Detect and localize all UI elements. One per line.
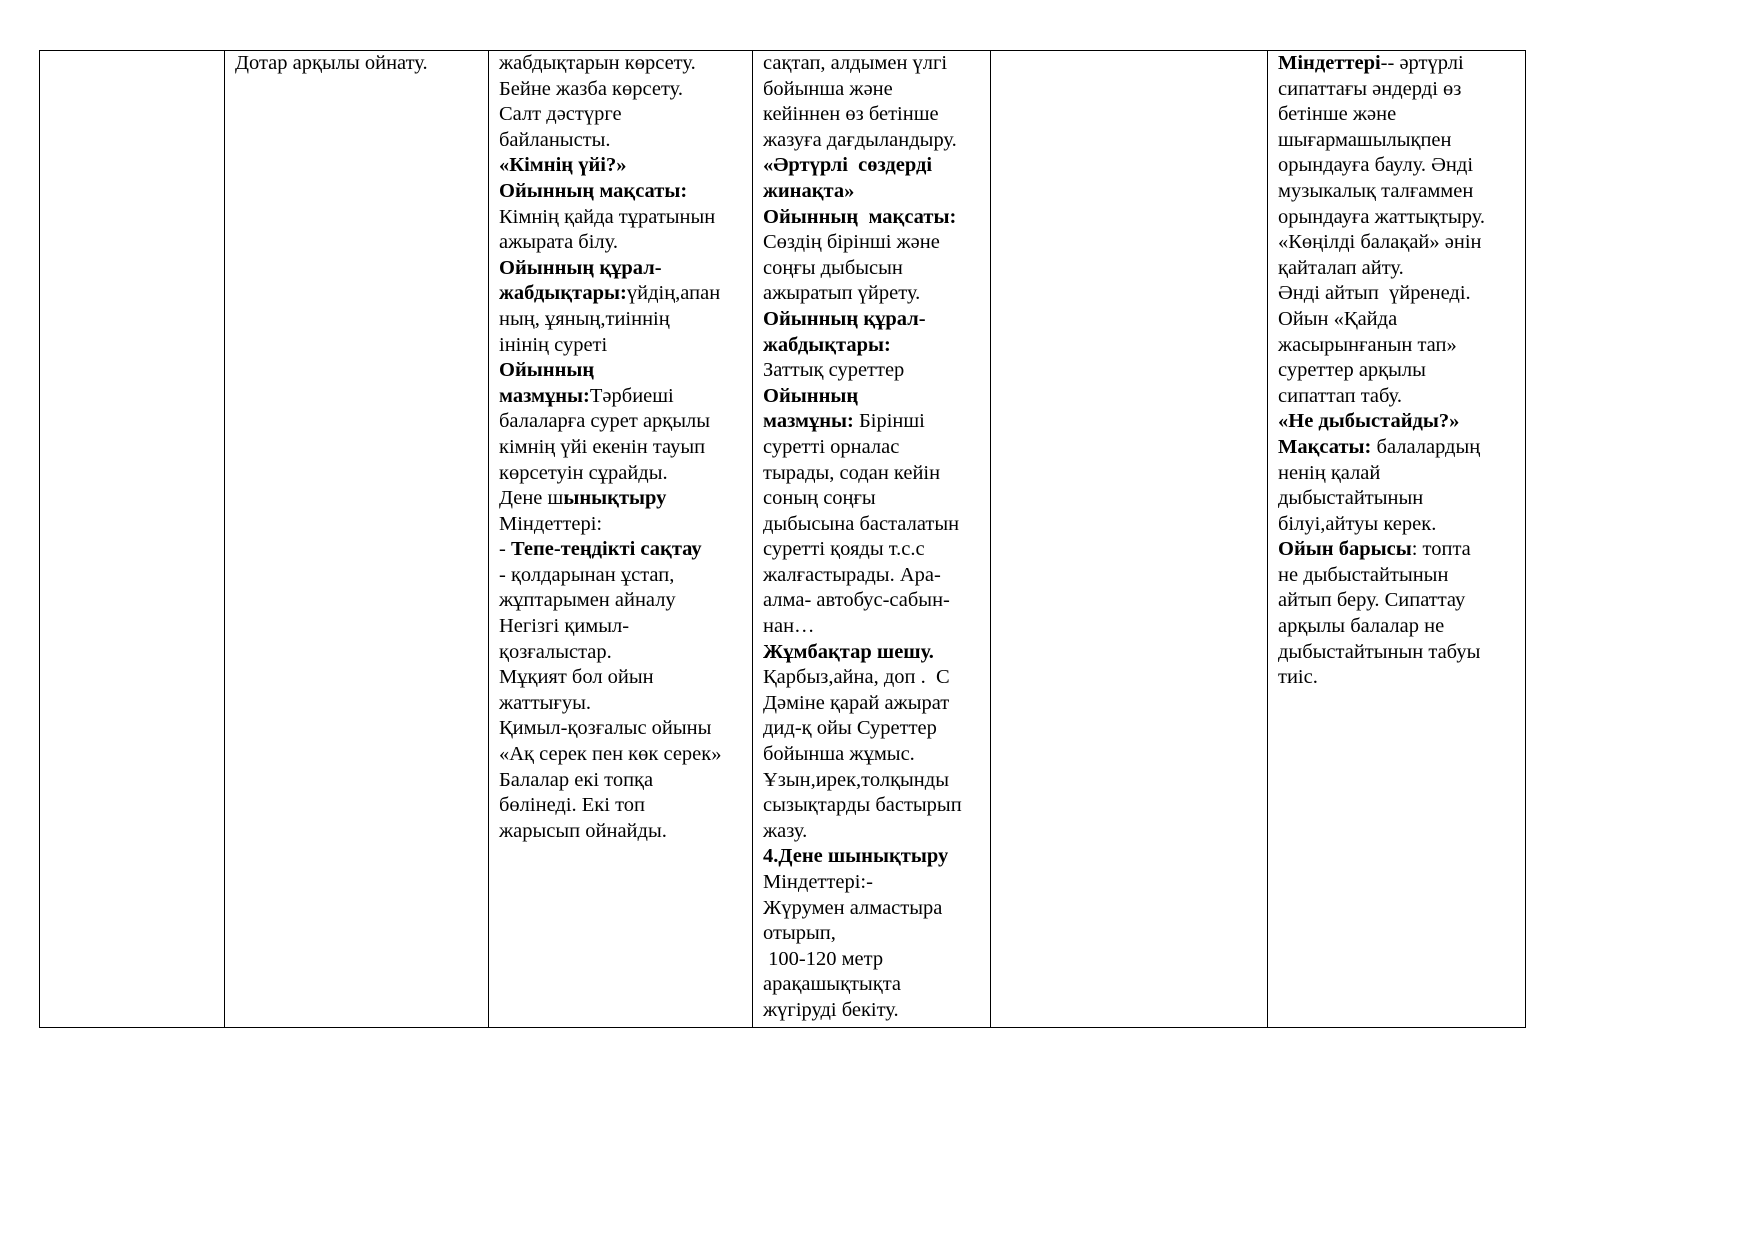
text-run: інінің суреті xyxy=(499,333,608,356)
text-run: дид-қ ойы Суреттер xyxy=(763,717,937,740)
text-line xyxy=(763,384,990,410)
text-line xyxy=(763,153,990,179)
text-run: бойынша және xyxy=(763,77,893,100)
text-line xyxy=(499,537,752,563)
text-line xyxy=(1278,77,1525,103)
text-run: байланысты. xyxy=(499,128,611,151)
text-run: Сөздің бірінші және xyxy=(763,231,940,254)
text-line xyxy=(763,665,990,691)
text-line xyxy=(763,691,990,717)
text-run: суретті орналас xyxy=(763,435,900,458)
text-run: жазуға дағдыландыру. xyxy=(763,128,957,151)
text-run: Салт дәстүрге xyxy=(499,103,622,126)
text-line xyxy=(1278,51,1525,77)
text-line xyxy=(1278,307,1525,333)
text-line xyxy=(499,205,752,231)
text-run: ажыратып үйрету. xyxy=(763,282,921,305)
text-line xyxy=(763,230,990,256)
text-line xyxy=(499,614,752,640)
text-run: орындауға баулу. Әнді xyxy=(1278,154,1474,177)
text-run: орындауға жаттықтыру. xyxy=(1278,205,1486,228)
text-run: 100-120 метр xyxy=(763,947,884,970)
text-line xyxy=(499,512,752,538)
text-line xyxy=(763,537,990,563)
text-line xyxy=(499,691,752,717)
text-line xyxy=(763,793,990,819)
text-run: сызықтарды бастырып xyxy=(763,794,962,817)
text-line xyxy=(499,77,752,103)
text-line xyxy=(1278,563,1525,589)
cell-col3 xyxy=(489,51,753,1028)
text-run: кейіннен өз бетінше xyxy=(763,103,939,126)
bold-text-run: мазмұны: xyxy=(499,384,590,407)
text-run: жазу. xyxy=(763,819,808,842)
text-run: -- әртүрлі xyxy=(1380,52,1464,74)
text-run: алма- автобус-сабын- xyxy=(763,589,950,612)
text-run: Міндеттері:- xyxy=(763,871,873,893)
text-run: дыбыстайтынын xyxy=(1278,487,1424,510)
bold-text-run: «Кімнің үйі?» xyxy=(499,154,627,177)
text-line xyxy=(499,486,752,512)
text-line xyxy=(763,486,990,512)
text-run: сақтап, алдымен үлгі xyxy=(763,52,948,74)
cell-col5 xyxy=(991,51,1268,1028)
lesson-plan-table xyxy=(39,50,1526,1028)
text-line xyxy=(499,256,752,282)
text-run: Әнді айтып үйренеді. xyxy=(1278,282,1471,305)
text-line xyxy=(763,588,990,614)
text-run: Кімнің қайда тұратынын xyxy=(499,205,716,228)
text-line xyxy=(499,742,752,768)
text-run: Мұқият бол ойын xyxy=(499,666,654,689)
text-line xyxy=(1278,128,1525,154)
text-run: қозғалыстар. xyxy=(499,640,612,663)
text-line xyxy=(763,640,990,666)
text-run: жабдықтарын көрсету. xyxy=(499,52,696,74)
text-line xyxy=(1278,537,1525,563)
text-line xyxy=(1278,281,1525,307)
text-run: Бейне жазба көрсету. xyxy=(499,77,683,100)
bold-text-run: Мақсаты: xyxy=(1278,435,1372,458)
bold-text-run: «Әртүрлі сөздерді xyxy=(763,154,933,177)
text-line xyxy=(499,333,752,359)
text-line xyxy=(763,256,990,282)
text-run: бойынша жұмыс. xyxy=(763,743,915,766)
text-line xyxy=(499,640,752,666)
text-line xyxy=(1278,665,1525,691)
text-line xyxy=(1278,384,1525,410)
text-line xyxy=(499,819,752,845)
bold-text-run: «Не дыбыстайды?» xyxy=(1278,410,1460,433)
text-run: балалардың xyxy=(1371,435,1481,458)
text-line xyxy=(763,358,990,384)
text-run: «Ақ серек пен көк серек» xyxy=(499,743,722,766)
text-line xyxy=(499,153,752,179)
text-run: Қарбыз,айна, доп . С xyxy=(763,666,950,689)
text-run: суреттер арқылы xyxy=(1278,359,1426,382)
text-run: шығармашылықпен xyxy=(1278,128,1452,151)
text-line xyxy=(1278,588,1525,614)
text-line xyxy=(763,563,990,589)
bold-text-run: Ойын барысы xyxy=(1278,538,1412,561)
bold-text-run: Ойынның xyxy=(763,384,859,407)
text-run: жалғастырады. Ара- xyxy=(763,563,941,586)
text-run: отырып, xyxy=(763,922,836,945)
cell-col1 xyxy=(40,51,225,1028)
text-run: бөлінеді. Екі топ xyxy=(499,794,645,817)
text-run: Қимыл-қозғалыс ойыны xyxy=(499,717,712,740)
text-line xyxy=(763,947,990,973)
bold-text-run: ынықтыру xyxy=(563,487,667,510)
text-line xyxy=(763,128,990,154)
text-line xyxy=(763,844,990,870)
text-run: ажырата білу. xyxy=(499,231,618,254)
text-line xyxy=(499,358,752,384)
text-run: көрсетуін сұрайды. xyxy=(499,461,668,484)
text-line xyxy=(1278,230,1525,256)
table-row xyxy=(40,51,1526,1028)
text-run: Тәрбиеші xyxy=(589,384,674,407)
text-line xyxy=(763,614,990,640)
bold-text-run: жинақта» xyxy=(763,179,855,202)
text-run: - қолдарынан ұстап, xyxy=(499,563,675,586)
text-run: ның, ұяның,тиіннің xyxy=(499,307,670,330)
text-line xyxy=(763,102,990,128)
text-line xyxy=(499,179,752,205)
text-run: кімнің үйі екенін тауып xyxy=(499,435,706,458)
text-run: арқылы балалар не xyxy=(1278,615,1445,638)
text-line xyxy=(499,51,752,77)
text-line xyxy=(1278,435,1525,461)
text-line xyxy=(763,896,990,922)
text-line xyxy=(499,128,752,154)
text-run: Ұзын,ирек,толқынды xyxy=(763,768,949,791)
text-line xyxy=(763,409,990,435)
text-line xyxy=(1278,512,1525,538)
text-line xyxy=(499,563,752,589)
bold-text-run: Тепе-теңдікті сақтау xyxy=(510,538,702,561)
text-line xyxy=(763,461,990,487)
text-line xyxy=(499,307,752,333)
text-line xyxy=(235,51,488,77)
text-line xyxy=(1278,333,1525,359)
text-line xyxy=(763,819,990,845)
text-line xyxy=(1278,409,1525,435)
text-run: жарысып ойнайды. xyxy=(499,819,667,842)
text-line xyxy=(499,665,752,691)
text-line xyxy=(763,972,990,998)
text-line xyxy=(1278,640,1525,666)
text-run: : топта xyxy=(1411,538,1471,561)
text-line xyxy=(499,409,752,435)
text-line xyxy=(763,921,990,947)
text-line xyxy=(763,179,990,205)
text-run: «Көңілді балақай» әнін xyxy=(1278,231,1482,254)
bold-text-run: Жұмбақтар шешу. xyxy=(763,640,934,663)
bold-text-run: Ойынның құрал- xyxy=(763,307,926,330)
text-run: музыкалық талғаммен xyxy=(1278,179,1474,202)
text-line xyxy=(763,768,990,794)
text-line xyxy=(1278,486,1525,512)
text-run: жасырынғанын тап» xyxy=(1278,333,1457,356)
text-line xyxy=(763,307,990,333)
bold-text-run: 4.Дене шынықтыру xyxy=(763,845,949,868)
text-line xyxy=(499,102,752,128)
text-line xyxy=(763,51,990,77)
text-run: дыбысына басталатын xyxy=(763,512,960,535)
text-run: Дәміне қарай ажырат xyxy=(763,691,950,714)
text-line xyxy=(1278,153,1525,179)
text-line xyxy=(763,281,990,307)
text-line xyxy=(1278,256,1525,282)
cell-col2 xyxy=(225,51,489,1028)
text-run: жаттығуы. xyxy=(499,691,591,714)
text-run: Бірінші xyxy=(853,410,925,433)
text-run: Заттық суреттер xyxy=(763,359,905,382)
text-run: балаларға сурет арқылы xyxy=(499,410,711,433)
text-line xyxy=(763,716,990,742)
text-line xyxy=(763,870,990,896)
text-run: Жүрумен алмастыра xyxy=(763,896,943,919)
text-line xyxy=(499,281,752,307)
bold-text-run: мазмұны: xyxy=(763,410,854,433)
text-line xyxy=(499,716,752,742)
text-line xyxy=(1278,102,1525,128)
text-line xyxy=(763,435,990,461)
text-line xyxy=(1278,461,1525,487)
text-run: білуі,айтуы керек. xyxy=(1278,512,1437,535)
text-run: суретті қояды т.с.с xyxy=(763,538,925,561)
text-line xyxy=(1278,205,1525,231)
text-run: қайталап айту. xyxy=(1278,256,1404,279)
text-run: не дыбыстайтынын xyxy=(1278,563,1449,586)
bold-text-run: жабдықтары: xyxy=(499,282,627,305)
bold-text-run: Міндеттері xyxy=(1278,52,1381,74)
bold-text-run: Ойынның мақсаты: xyxy=(499,179,688,202)
text-line xyxy=(499,435,752,461)
text-run: нан… xyxy=(763,615,815,638)
bold-text-run: жабдықтары: xyxy=(763,333,891,356)
text-line xyxy=(499,768,752,794)
text-line xyxy=(1278,179,1525,205)
text-run: тиіс. xyxy=(1278,666,1318,689)
text-run: жұптарымен айналу xyxy=(499,589,676,612)
text-line xyxy=(1278,614,1525,640)
text-run: сипаттағы әндерді өз xyxy=(1278,77,1462,100)
text-line xyxy=(499,461,752,487)
text-line xyxy=(499,230,752,256)
text-run: жүгіруді бекіту. xyxy=(763,998,899,1021)
text-run: бетінше және xyxy=(1278,103,1397,126)
text-run: Ойын «Қайда xyxy=(1278,307,1398,330)
text-line xyxy=(499,793,752,819)
text-line xyxy=(763,333,990,359)
text-run: соның соңғы xyxy=(763,487,876,510)
text-line xyxy=(763,512,990,538)
bold-text-run: Ойынның мақсаты: xyxy=(763,205,957,228)
text-line xyxy=(763,998,990,1024)
text-line xyxy=(763,742,990,768)
text-run: Балалар екі топқа xyxy=(499,768,654,791)
cell-col4 xyxy=(753,51,991,1028)
cell-col6 xyxy=(1268,51,1526,1028)
text-line xyxy=(499,384,752,410)
text-run: айтып беру. Сипаттау xyxy=(1278,589,1466,612)
text-run: дыбыстайтынын табуы xyxy=(1278,640,1481,663)
text-run: соңғы дыбысын xyxy=(763,256,903,279)
text-run: Негізгі қимыл- xyxy=(499,615,630,638)
text-run: үйдің,апан xyxy=(626,282,721,305)
text-line xyxy=(1278,358,1525,384)
text-run: тырады, содан кейін xyxy=(763,461,941,484)
text-line xyxy=(763,205,990,231)
bold-text-run: Ойынның xyxy=(499,359,595,382)
text-run: сипаттап табу. xyxy=(1278,384,1402,407)
text-run: арақашықтықта xyxy=(763,973,902,996)
text-run: Міндеттері: xyxy=(499,512,603,535)
text-run: Дене ш xyxy=(499,487,564,510)
text-run: Дотар арқылы ойнату. xyxy=(235,52,428,74)
text-line xyxy=(499,588,752,614)
bold-text-run: Ойынның құрал- xyxy=(499,256,662,279)
text-line xyxy=(763,77,990,103)
text-run: ненің қалай xyxy=(1278,461,1381,484)
text-run: - xyxy=(499,538,511,561)
